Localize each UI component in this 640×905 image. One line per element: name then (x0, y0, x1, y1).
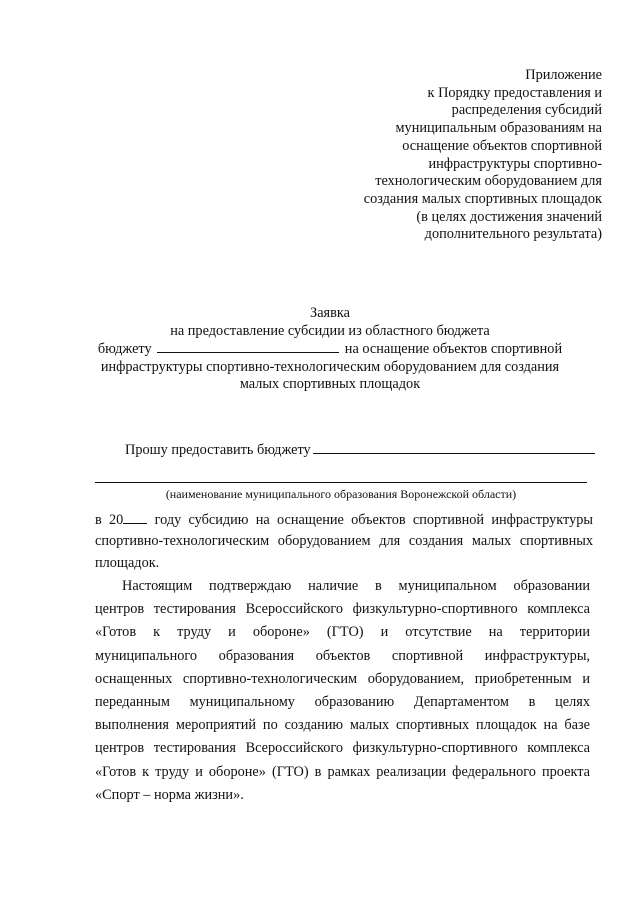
municipality-blank-full-line[interactable] (95, 482, 587, 483)
paragraph-line: переданным муниципальному образованию Департаментом в целях (95, 694, 590, 711)
paragraph-line: «Спорт – норма жизни». (95, 786, 244, 803)
paragraph-subsidy-request (95, 510, 593, 574)
municipality-blank[interactable] (313, 441, 595, 454)
appendix-line: создания малых спортивных площадок (363, 190, 602, 207)
paragraph-line: центров тестирования Всероссийского физкультурно-спортивного комплекса (95, 601, 590, 618)
paragraph-line: «Готов к труду и обороне» (ГТО) в рамках реализации федерального проекта (95, 763, 590, 780)
appendix-header (302, 67, 602, 244)
appendix-line: дополнительного результата) (424, 226, 602, 243)
budget-name-blank[interactable] (157, 340, 339, 353)
title-line: инфраструктуры спортивно-технологическим оборудованием для создания (100, 358, 560, 375)
request-line (125, 441, 595, 459)
appendix-line: оснащение объектов спортивной (402, 137, 602, 154)
appendix-line: к Порядку предоставления и (427, 84, 602, 101)
paragraph-line: выполнения мероприятий по созданию малых спортивных площадок на базе (95, 717, 590, 734)
title-line-suffix: на оснащение объектов спортивной (344, 341, 563, 357)
paragraph-line: Настоящим подтверждаю наличие в муниципальном образовании (122, 578, 590, 594)
paragraph-line: оснащенных спортивно-технологическим оборудованием, приобретенным и (95, 670, 590, 687)
paragraph-line: центров тестирования Всероссийского физкультурно-спортивного комплекса (95, 740, 590, 757)
title-line-prefix: бюджету (97, 341, 152, 357)
appendix-line: технологическим оборудованием для (375, 173, 602, 190)
title-heading: Заявка (310, 305, 350, 321)
year-prefix: в 20 (95, 512, 124, 528)
title-line: малых спортивных площадок (239, 376, 421, 392)
paragraph-line: муниципального образования объектов спортивной инфраструктуры, (95, 647, 590, 664)
paragraph-line: «Готов к труду и обороне» (ГТО) и отсутствие на территории (95, 624, 590, 641)
appendix-line: распределения субсидий (451, 102, 602, 119)
appendix-line: Приложение (525, 67, 602, 83)
title-line-with-blank (60, 340, 600, 359)
paragraph-confirmation (95, 575, 590, 807)
title-line: на предоставление субсидии из областного бюджета (170, 322, 490, 339)
request-prefix: Прошу предоставить бюджету (125, 442, 311, 458)
year-blank[interactable] (123, 511, 147, 524)
document-title (60, 305, 600, 394)
blank-caption: (наименование муниципального образования Воронежской области) (165, 487, 517, 501)
appendix-line: муниципальным образованиям на (395, 120, 602, 137)
appendix-line: инфраструктуры спортивно- (428, 155, 602, 172)
paragraph-text: году субсидию на оснащение объектов спортивной инфраструктуры спортивно-технологическим оборудованием для создания малых спортивных площадок. (95, 512, 593, 571)
appendix-line: (в целях достижения значений (416, 208, 602, 225)
